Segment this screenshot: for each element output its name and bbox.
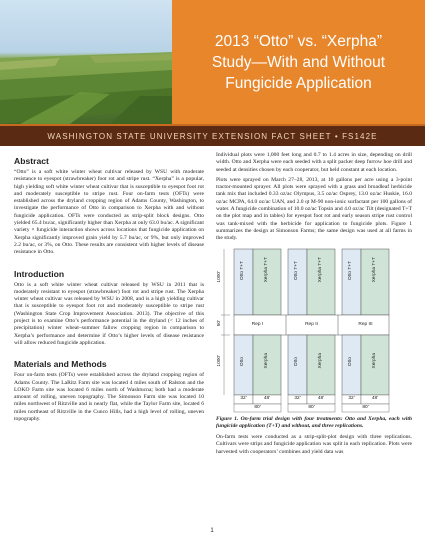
rep-width-label-1: 80' <box>254 404 261 410</box>
page-title <box>212 31 385 94</box>
rep-label-3: Rep III <box>358 321 373 327</box>
page-number: 1 <box>210 528 214 534</box>
width-label-2: 48' <box>263 395 271 401</box>
design-paragraph: On-farm tests were conducted as a strip-split-plot design with three replications. Cultivars were strips and fungicide application was split in each replication. Plots were harvested with cooperators’ combines and yield data was <box>216 433 412 455</box>
mid-length-label: 50' <box>217 319 222 326</box>
top-length-label: 1000' <box>217 270 222 283</box>
cell-label-top-4: Xerpha T+T <box>318 256 323 282</box>
introduction-heading: Introduction <box>14 268 65 279</box>
cell-label-bottom-6: Xerpha <box>372 352 377 369</box>
cell-label-bottom-3: Otto <box>294 356 299 366</box>
figure-caption <box>216 416 412 430</box>
figure-caption-text: Figure 1. On-farm trial design with four treatments: Otto and Xerpha, each with fungicide application (T+T) and without, and three replications. <box>216 415 412 429</box>
cell-label-bottom-1: Otto <box>240 356 245 366</box>
plots-paragraph: Individual plots were 1,000 feet long and 0.7 to 1.4 acres in size, depending on drill width. Otto and Xerpha were each seeded with a split packer deep furrow hoe drill and seeded at densities chosen by each cooperator, but held constant at each location. <box>216 152 412 173</box>
rep-width-label-2: 80' <box>308 404 315 410</box>
width-label-6: 48' <box>371 395 379 401</box>
trial-design-diagram <box>216 247 412 413</box>
cell-label-bottom-5: Otto <box>348 356 353 366</box>
title-line-3: Fungicide Application <box>225 74 372 92</box>
width-label-3: 32' <box>294 395 301 401</box>
cell-label-bottom-2: Xerpha <box>264 352 269 369</box>
methods-body: Four on-farm tests (OFTs) were established across the dryland cropping region of Adams County. The LaRitz Farm site was located 4 miles south of Ralston and the LOKO Farm site was located 6 miles north of Washtucna; both had a moderate amount of rolling, uneven topography. The Simonson Farm site was located 10 miles northwest of Ritzville and is nearly flat, while the Taylor Farm site, located 6 miles northeast of Ritzville in the Cunco Hills, had a high level of rolling, uneven topography. <box>14 372 204 423</box>
cell-label-bottom-4: Xerpha <box>318 352 323 369</box>
title-line-1: 2013 “Otto” vs. “Xerpha” <box>214 32 383 50</box>
width-label-4: 48' <box>317 395 325 401</box>
left-column <box>14 152 204 426</box>
width-label-1: 32' <box>240 395 247 401</box>
cell-label-top-6: Xerpha T+T <box>372 256 377 282</box>
cell-label-top-3: Otto T+T <box>294 260 299 280</box>
cell-label-top-5: Otto T+T <box>348 260 353 280</box>
spray-paragraph: Plots were sprayed on March 27–28, 2013, at 10 gallons per acre using a 3-point tractor-mounted sprayer. All plots were sprayed with a grass and broadleaf herbicide tank mix that included 0.33 oz/ac Olympus, 3.5 oz/ac Osprey, 13.0 oz/ac Huskie, 16.0 oz/ac MCPA, 64.0 oz/ac UAN, and 2.0 qt M-90 non-ionic surfactant per 100 gallons of water. A fungicide combination of 10.0 oz/ac Topsin and 4.0 oz/ac Tilt (designated T+T on the plot map and in tables) for eyespot foot rot and early season stripe rust control was tank-mixed with the herbicide for application to fungicide plots. Figure 1 summarizes the design at Simonson Farms; the same design was used at all farms in the study. <box>216 176 412 242</box>
right-column <box>216 152 412 459</box>
methods-heading: Materials and Methods <box>14 359 107 370</box>
banner-text: WASHINGTON STATE UNIVERSITY EXTENSION FACT SHEET • FS142E <box>47 131 378 141</box>
cell-label-top-2: Xerpha T+T <box>264 256 269 282</box>
fact-sheet-banner <box>0 124 425 146</box>
width-label-5: 32' <box>348 395 355 401</box>
rep-width-label-3: 80' <box>362 404 369 410</box>
title-box <box>172 0 425 124</box>
bottom-length-label: 1000' <box>217 354 222 367</box>
abstract-heading: Abstract <box>14 156 49 166</box>
rep-label-2: Rep II <box>305 321 318 327</box>
trial-design-grid <box>216 247 412 413</box>
cell-label-top-1: Otto T+T <box>240 260 245 280</box>
abstract-body: “Otto” is a soft white winter wheat cultivar released by WSU with moderate resistance to eyespot (strawbreaker) foot rot and stripe rust. “Xerpha” is a popular, high yielding soft white winter wheat cultivar that is susceptible to eyespot foot rot and moderately susceptible to stripe rust. Four on-farm tests (OFTs) were established across the dryland cropping region of Adams County, Washington, to investigate the performance of Otto in comparison to Xerpha with and without fungicide application. OFTs were conducted as strip-split block designs. Otto yielded 65.4 bu/ac, significantly higher than Xerpha at only 63.0 bu/ac. A significant variety × fungicide interaction shows across locations that fungicide application on Xerpha significantly improved grain yield by 5.7 bu/ac, or 9%, but only improved 2.2 bu/ac, or 3%, on Otto. These results are consistent with higher levels of disease resistance in Otto. <box>14 169 204 256</box>
wheat-field-photo <box>0 0 172 124</box>
introduction-body: Otto is a soft white winter wheat cultivar released by WSU in 2011 that is moderately resistant to eyespot (strawbreaker) foot rot and stripe rust. The Xerpha winter wheat cultivar was released by WSU in 2008, and is a high yielding cultivar that is susceptible to eyespot foot rot and moderately susceptible to stripe rust (Washington State Crop Improvement Association. 2013). The objective of this project is to examine Otto’s performance potential in the dryland (< 12 inches of precipitation) winter wheat–summer fallow cropping region in comparison to Xerpha’s performance and determine if Otto’s higher levels of disease resistance will allow reduced fungicide application. <box>14 281 204 346</box>
title-line-2: Study—With and Without <box>211 53 386 71</box>
rep-label-1: Rep I <box>251 321 264 327</box>
